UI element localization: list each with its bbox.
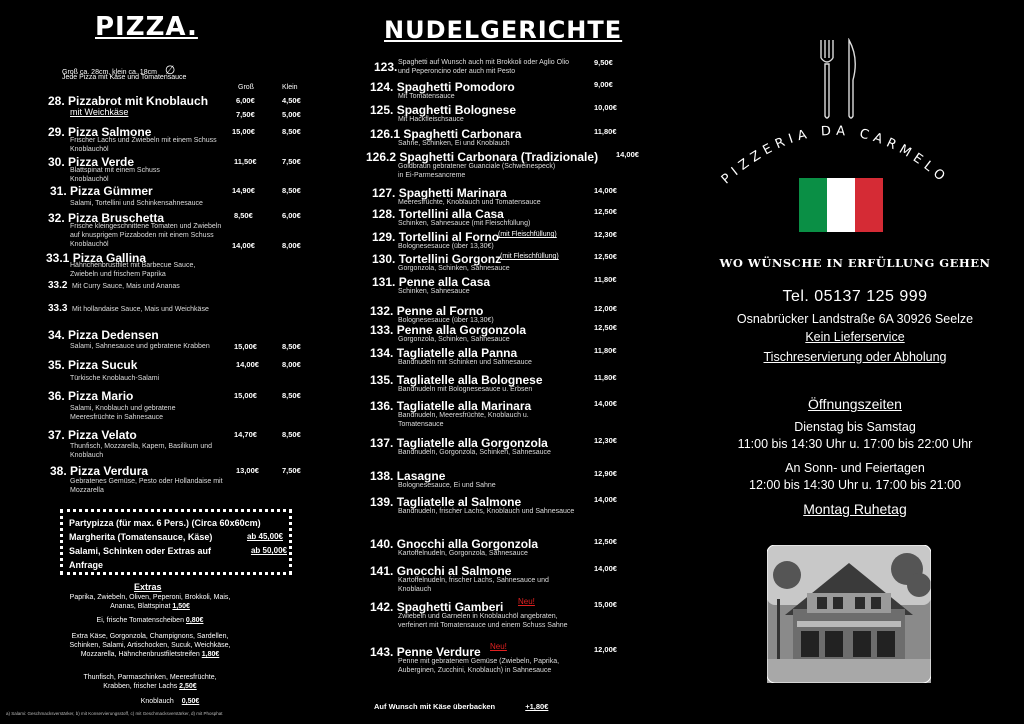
restaurant-photo: [767, 545, 931, 683]
nudel-extra: (mit Fleischfüllung): [498, 231, 557, 238]
nudel-desc: Bolognesesauce (über 13,30€): [398, 317, 494, 324]
nudel-price: 10,00€: [594, 103, 617, 112]
pizza-desc: Thunfisch, Mozzarella, Kapern, Basilikum und Knoblauch: [70, 443, 213, 459]
nudel-price: 12,30€: [594, 230, 617, 239]
nudel-price: 9,00€: [594, 80, 613, 89]
nudel-footer: [374, 702, 548, 711]
price-big: 11,50€: [234, 157, 257, 166]
pizza-desc: Salami, Sahnesauce und gebratene Krabben: [70, 343, 210, 350]
hours-title: Öffnungszeiten: [808, 396, 902, 412]
nudel-section: [360, 0, 660, 724]
nudel-name: 141. Gnocchi al Salmone: [370, 564, 512, 578]
col-klein-header: Klein: [282, 84, 298, 91]
price-big-2: 7,50€: [236, 110, 255, 119]
extras-price: 2,50€: [179, 683, 197, 690]
extras-item: [70, 673, 230, 691]
party-line-3: Salami, Schinken oder Extras auf Anfrage: [69, 546, 212, 570]
flag-red: [855, 178, 883, 232]
nudel-price: 11,80€: [594, 275, 617, 284]
extras-price: 1,80€: [201, 651, 220, 658]
nudel-name: 125. Spaghetti Bolognese: [370, 103, 517, 117]
nudel-name: 140. Gnocchi alla Gorgonzola: [370, 537, 539, 551]
diameter-icon: ∅: [164, 63, 176, 77]
pizza-desc: Türkische Knoblauch-Salami: [70, 375, 160, 382]
flag-green: [799, 178, 827, 232]
pizza-name: 30. Pizza Verde: [48, 155, 135, 169]
pizza-desc: Hähnchenbrustfilet mit Barbecue Sauce, Zwiebeln und frischem Paprika: [70, 262, 196, 278]
price-small: 8,50€: [282, 186, 301, 195]
price-small-2: 5,00€: [282, 110, 301, 119]
pizza-includes: Jede Pizza mit Käse und Tomatensauce: [62, 74, 187, 81]
nudel-price: 12,50€: [594, 207, 617, 216]
extras-price: 0,50€: [181, 698, 200, 705]
nudel-desc: Bandnudeln mit Schinken und Sahnesauce: [398, 359, 532, 366]
nudel-price: 14,00€: [616, 150, 639, 159]
nudel-name: 135. Tagliatelle alla Bolognese: [370, 373, 543, 387]
pizza-desc: Frischer Lachs und Zwiebeln mit einem Schuss Knoblauchöl: [70, 137, 217, 153]
footer-text: Auf Wunsch mit Käse überbacken: [374, 702, 496, 711]
nudel-price: 12,00€: [594, 645, 617, 654]
nudel-price: 14,00€: [594, 495, 617, 504]
footer-price: +1,80€: [525, 702, 549, 711]
nudel-extra: (mit Fleischfüllung): [500, 253, 559, 260]
nudel-name: 143. Penne Verdure: [370, 645, 481, 659]
nudel-desc: Bolognesesauce, Ei und Sahne: [398, 482, 496, 489]
new-badge: Neu!: [518, 597, 535, 606]
nudel-desc: Kartoffelnudeln, Gorgonzola, Sahnesauce: [398, 550, 528, 557]
pizza-name: 38. Pizza Verdura: [50, 464, 149, 478]
pizza-desc: Blattspinat mit einem Schuss Knoblauchöl: [70, 167, 160, 183]
extras-text: Paprika, Zwiebeln, Oliven, Peperoni, Brokkoli, Mais, Ananas, Blattspinat: [69, 594, 231, 610]
nudel-desc: Gorgonzola, Schinken, Sahnesauce: [398, 336, 510, 343]
nudel-desc: Bandnudeln, Gorgonzola, Schinken, Sahnesauce: [398, 449, 551, 456]
address: Osnabrücker Landstraße 6A 30926 Seelze: [736, 312, 974, 326]
extras-item: [60, 593, 240, 611]
nudel-price: 9,50€: [594, 58, 613, 67]
price-big: 15,00€: [234, 342, 257, 351]
nudel-desc: Bandnudeln, Meeresfrüchte, Knoblauch u. Tomatensauce: [398, 412, 529, 428]
extras-text: Thunfisch, Parmaschinken, Meeresfrüchte, Krabben, frischer Lachs: [83, 674, 217, 690]
nudel-price: 11,80€: [594, 346, 617, 355]
nudel-desc: Gorgonzola, Schinken, Sahnesauce: [398, 265, 510, 272]
nudel-name: 132. Penne al Forno: [370, 304, 484, 318]
pizza-name: 33.2: [48, 280, 68, 291]
pizza-name: 28. Pizzabrot mit Knoblauch: [48, 94, 209, 108]
nudel-name: 129. Tortellini al Forno: [372, 230, 500, 244]
pizza-name: 29. Pizza Salmone: [48, 125, 152, 139]
nudel-name: 131. Penne alla Casa: [372, 275, 491, 289]
new-badge: Neu!: [490, 642, 507, 651]
nudel-desc: Bolognesesauce (über 13,30€): [398, 243, 494, 250]
pizza-name: 33.3: [48, 303, 68, 314]
pizza-name: 33.1 Pizza Gallina: [46, 251, 147, 265]
price-big: 8,50€: [234, 211, 253, 220]
price-big: 14,00€: [236, 360, 259, 369]
nudel-name: 126.2 Spaghetti Carbonara (Tradizionale): [366, 150, 599, 164]
nudel-price: 14,00€: [594, 399, 617, 408]
price-big: 13,00€: [236, 466, 259, 475]
closed-day: Montag Ruhetag: [803, 501, 907, 517]
nudel-price: 14,00€: [594, 564, 617, 573]
nudel-name: 142. Spaghetti Gamberi: [370, 600, 504, 614]
italian-flag: [799, 178, 883, 232]
hours-holiday: 12:00 bis 14:30 Uhr u. 17:00 bis 21:00: [749, 478, 961, 492]
pizza-name: 36. Pizza Mario: [48, 389, 134, 403]
price-big: 15,00€: [232, 127, 255, 136]
pizza-name: 32. Pizza Bruschetta: [48, 211, 165, 225]
extras-item: [60, 617, 240, 624]
nudel-desc: Kartoffelnudeln, frischer Lachs, Sahnesauce und Knoblauch: [398, 577, 549, 593]
pizza-desc: mit Weichkäse: [70, 107, 129, 117]
nudel-price: 12,00€: [594, 304, 617, 313]
party-line-2: Margherita (Tomatensauce, Käse): [69, 532, 213, 542]
nudel-name: 137. Tagliatelle alla Gorgonzola: [370, 436, 548, 450]
nudel-desc: Spaghetti auf Wunsch auch mit Brokkoli oder Aglio Olio und Peperoncino oder auch mit Pesto: [398, 59, 570, 75]
extras-text: Extra Käse, Gorgonzola, Champignons, Sardellen, Schinken, Salami, Artischocken, Sucuk, Weichkäse, Mozzarella, Hähnchenbrustfiletstreifen: [69, 633, 231, 658]
pizza-title: PIZZA.: [95, 12, 198, 42]
col-gross-header: Groß: [238, 84, 254, 91]
nudel-name: 130. Tortellini Gorgonz: [372, 252, 502, 266]
pizza-desc: Mit hollandaise Sauce, Mais und Weichkäse: [72, 306, 209, 313]
nudel-desc: Meeresfrüchte, Knoblauch und Tomatensauce: [398, 199, 541, 206]
nudel-price: 12,90€: [594, 469, 617, 478]
nudel-name: 138. Lasagne: [370, 469, 446, 483]
brand-name: PIZZERIA DA CARMELO: [718, 123, 952, 188]
price-big: 15,00€: [234, 391, 257, 400]
pizza-desc: Gebratenes Gemüse, Pesto oder Hollandaise mit Mozzarella: [70, 478, 223, 494]
extras-price: 0,80€: [185, 617, 204, 624]
price-small: 8,50€: [282, 342, 301, 351]
pizza-desc: Frische kleingeschnittene Tomaten und Zwiebeln auf knusprigem Pizzaboden mit einem Schuss Knoblauchöl: [70, 223, 222, 248]
price-small: 8,50€: [282, 391, 301, 400]
slogan: WO WÜNSCHE IN ERFÜLLUNG GEHEN: [719, 256, 991, 270]
nudel-name: 128. Tortellini alla Casa: [372, 207, 504, 221]
party-price-3: ab 50,00€: [250, 546, 287, 555]
price-small: 8,50€: [282, 127, 301, 136]
nudel-name: 126.1 Spaghetti Carbonara: [370, 127, 522, 141]
nudel-name: 124. Spaghetti Pomodoro: [370, 80, 515, 94]
price-small: 8,00€: [282, 360, 301, 369]
nudel-price: 14,00€: [594, 186, 617, 195]
nudel-name: 136. Tagliatelle alla Marinara: [370, 399, 532, 413]
extras-text: Knoblauch: [140, 698, 174, 705]
nudel-price: 15,00€: [594, 600, 617, 609]
price-small-2: 8,00€: [282, 241, 301, 250]
nudel-desc: Goldbraun gebratener Guanciale (Schweinespeck) in Ei-Parmesancreme: [398, 163, 556, 179]
nudel-price: 12,50€: [594, 323, 617, 332]
price-small: 4,50€: [282, 96, 301, 105]
footnote: a) Salami: Geschmacksverstärker, b) mit Konservierungsstoff, c) mit Geschmacksverstärker, d) mit Phosphat: [6, 711, 223, 716]
price-big: 14,90€: [232, 186, 255, 195]
party-price-2: ab 45,00€: [246, 532, 283, 541]
price-small: 7,50€: [282, 157, 301, 166]
extras-title: Extras: [134, 582, 162, 592]
pizza-name: 37. Pizza Velato: [48, 428, 137, 442]
party-line-1: Partypizza (für max. 6 Pers.) (Circa 60x60cm): [69, 518, 261, 528]
size-info-text: Groß ca. 28cm, klein ca. 18cm: [62, 69, 157, 76]
price-big-2: 14,00€: [232, 241, 255, 250]
delivery-note: Kein Lieferservice: [805, 330, 905, 344]
info-section: [690, 0, 1024, 724]
nudel-desc: Bandnudeln, frischer Lachs, Knoblauch und Sahnesauce: [398, 508, 575, 515]
nudel-name: 133. Penne alla Gorgonzola: [370, 323, 527, 337]
nudel-name: 123.: [374, 60, 398, 74]
price-small: 6,00€: [282, 211, 301, 220]
nudel-price: 12,50€: [594, 252, 617, 261]
nudel-desc: Mit Tomatensauce: [398, 93, 455, 100]
pizza-name: 31. Pizza Gümmer: [50, 184, 153, 198]
price-big: 14,70€: [234, 430, 257, 439]
extras-text: Ei, frische Tomatenscheiben: [96, 617, 184, 624]
party-pizza-box: [60, 509, 292, 575]
price-big: 6,00€: [236, 96, 255, 105]
nudel-desc: Schinken, Sahnesauce: [398, 288, 470, 295]
price-small: 7,50€: [282, 466, 301, 475]
nudel-desc: Schinken, Sahnesauce (mit Fleischfüllung): [398, 220, 531, 227]
nudel-name: 134. Tagliatelle alla Panna: [370, 346, 518, 360]
pizza-desc: Salami, Knoblauch und gebratene Meeresfrüchte in Sahnesauce: [70, 405, 176, 421]
nudel-price: 11,80€: [594, 373, 617, 382]
pizza-name: 34. Pizza Dedensen: [48, 328, 159, 342]
flag-white: [827, 178, 855, 232]
nudel-desc: Sahne, Schinken, Ei und Knoblauch: [398, 140, 510, 147]
nudel-desc: Bandnudeln mit Bolognesesauce u. Erbsen: [398, 386, 533, 393]
hours-weekday: 11:00 bis 14:30 Uhr u. 17:00 bis 22:00 Uhr: [737, 437, 973, 451]
nudel-title: NUDELGERICHTE: [384, 16, 623, 44]
days-weekday: Dienstag bis Samstag: [794, 420, 916, 434]
nudel-name: 127. Spaghetti Marinara: [372, 186, 507, 200]
nudel-desc: Mit Hackfleischsauce: [398, 116, 464, 123]
extras-item: [60, 632, 240, 659]
nudel-desc: Penne mit gebratenem Gemüse (Zwiebeln, Paprika, Auberginen, Zucchini, Knoblauch) in Sahnesauce: [398, 658, 560, 674]
price-small: 8,50€: [282, 430, 301, 439]
nudel-name: 139. Tagliatelle al Salmone: [370, 495, 522, 509]
reservation-note: Tischreservierung oder Abholung: [763, 350, 947, 364]
days-holiday: An Sonn- und Feiertagen: [785, 461, 925, 475]
pizza-desc: Mit Curry Sauce, Mais und Ananas: [72, 283, 180, 290]
nudel-price: 12,30€: [594, 436, 617, 445]
nudel-desc: Zwiebeln und Garnelen in Knoblauchöl angebraten, verfeinert mit Tomatensauce und einem Schuss Sahne: [398, 613, 568, 629]
pizza-name: 35. Pizza Sucuk: [48, 358, 138, 372]
nudel-price: 12,50€: [594, 537, 617, 546]
extras-price: 1,50€: [172, 603, 190, 610]
phone-number[interactable]: Tel. 05137 125 999: [782, 288, 928, 305]
extras-item: [110, 698, 230, 705]
pizza-section: [0, 0, 320, 724]
pizza-desc: Salami, Tortellini und Schinkensahnesauce: [70, 200, 203, 207]
nudel-price: 11,80€: [594, 127, 617, 136]
